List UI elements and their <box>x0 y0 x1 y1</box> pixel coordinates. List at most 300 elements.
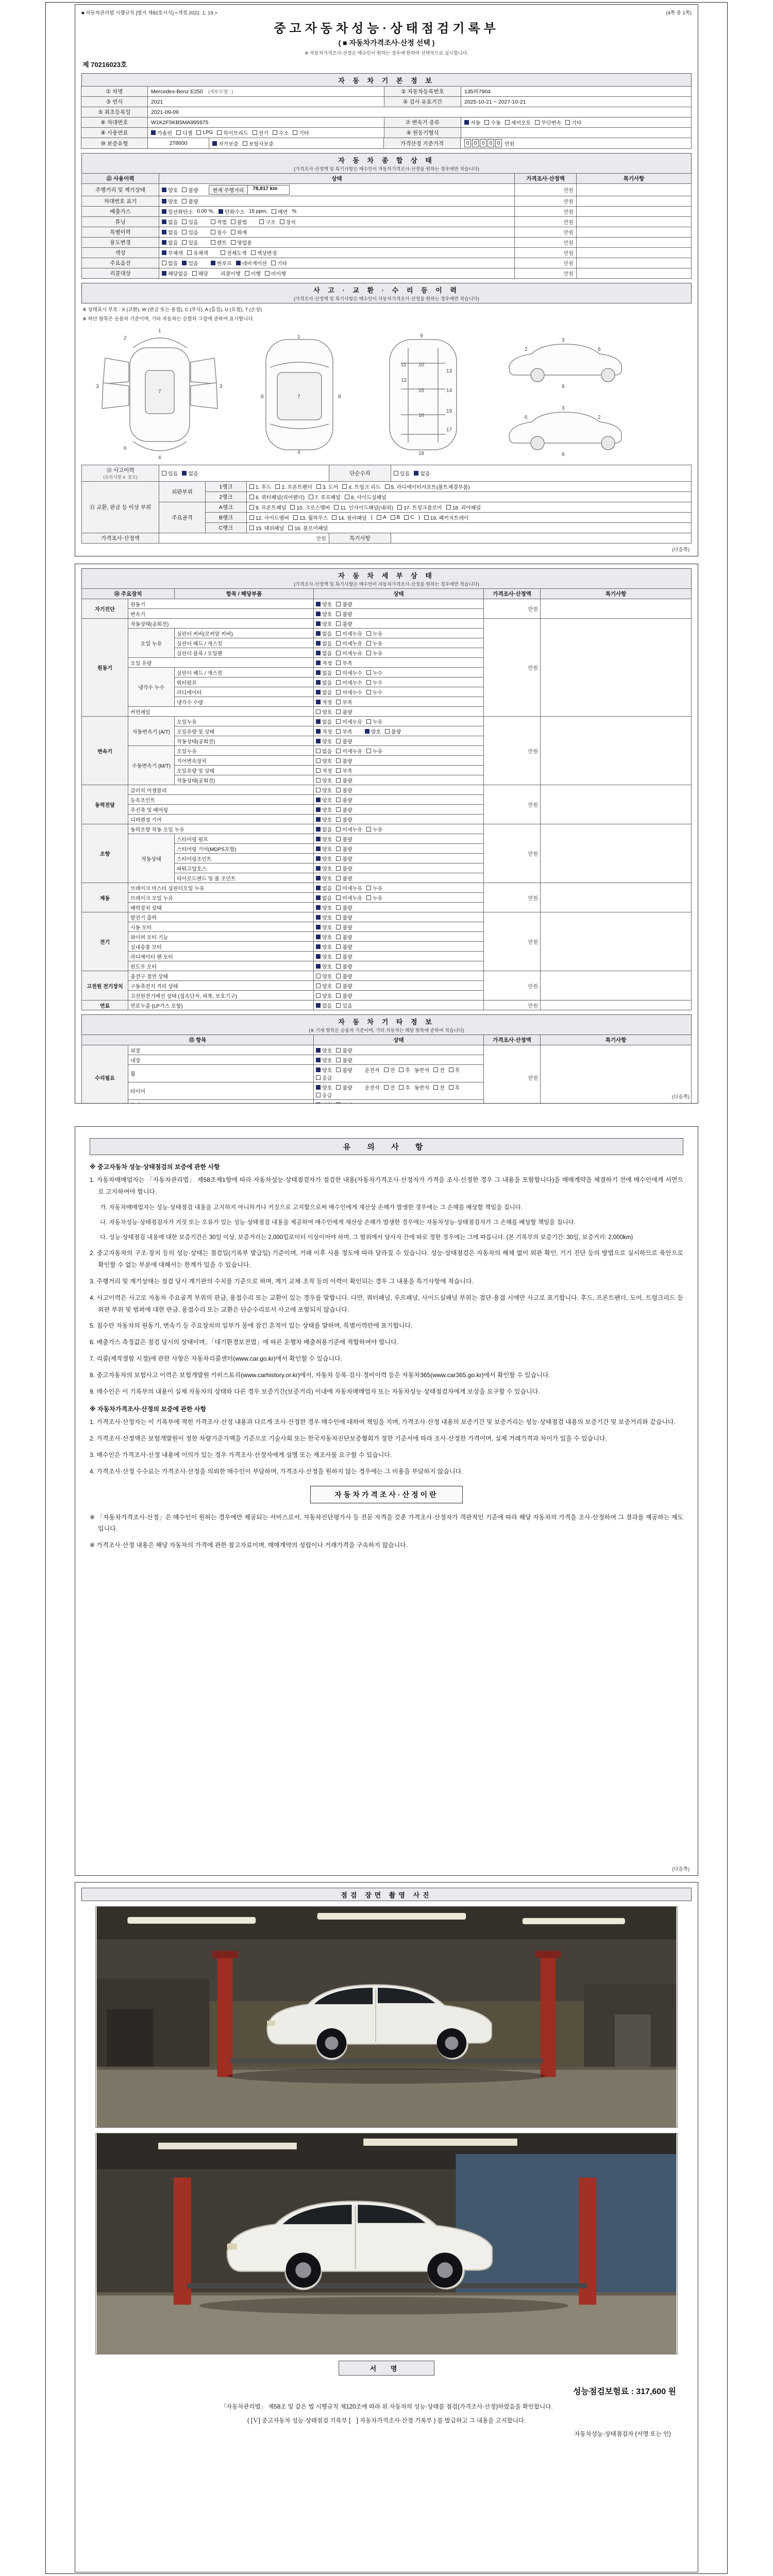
checkbox-label: 불량 <box>342 817 352 823</box>
checkbox-unchecked[interactable] <box>271 259 287 267</box>
state-cell <box>314 775 484 785</box>
checkbox-unchecked[interactable] <box>288 524 328 532</box>
checkbox-unchecked[interactable] <box>342 483 380 490</box>
checkbox-unchecked[interactable] <box>366 649 382 657</box>
checkbox-unchecked[interactable] <box>336 649 362 657</box>
checkbox-icon <box>316 925 321 929</box>
checkbox-label <box>322 1101 332 1104</box>
state-cell <box>314 1082 484 1100</box>
checkbox-unchecked[interactable] <box>336 1002 352 1009</box>
price-cell: 만원 <box>484 824 541 883</box>
checkbox-checked[interactable] <box>162 269 188 277</box>
checkbox-unchecked[interactable] <box>275 483 312 490</box>
checkbox-icon <box>449 1067 453 1072</box>
checkbox-unchecked[interactable] <box>336 600 352 608</box>
state-cell <box>314 668 484 677</box>
checkbox-unchecked[interactable] <box>249 524 284 532</box>
checkbox-unchecked[interactable] <box>336 620 352 628</box>
checkbox-unchecked[interactable] <box>345 493 386 501</box>
checkbox-checked[interactable] <box>316 923 332 931</box>
checkbox-checked[interactable] <box>316 1046 332 1054</box>
item-cell: 실린더 커버(로커암 커버) <box>175 629 314 638</box>
checkbox-unchecked[interactable] <box>336 796 352 804</box>
checkbox-unchecked[interactable] <box>182 228 198 236</box>
checkbox-checked[interactable] <box>316 894 332 902</box>
checkbox-icon <box>336 915 341 920</box>
checkbox-unchecked[interactable] <box>384 1083 395 1091</box>
checkbox-unchecked[interactable] <box>336 894 362 902</box>
checkbox-checked[interactable] <box>211 259 232 267</box>
col-note: 특기사항 <box>541 589 692 599</box>
checkbox-unchecked[interactable] <box>565 118 581 126</box>
checkbox-unchecked[interactable] <box>316 767 332 774</box>
checkbox-checked[interactable] <box>219 208 245 215</box>
checkbox-icon <box>464 120 469 125</box>
checkbox-unchecked[interactable] <box>399 1083 410 1091</box>
checkbox-unchecked[interactable] <box>196 130 213 135</box>
model-year-value: 2021 <box>147 96 384 107</box>
checkbox-checked[interactable] <box>162 197 178 205</box>
checkbox-unchecked[interactable] <box>336 865 352 872</box>
checkbox-checked[interactable] <box>316 639 332 647</box>
checkbox-unchecked[interactable] <box>336 688 362 696</box>
checkbox-checked[interactable] <box>316 845 332 853</box>
checkbox-unchecked[interactable] <box>182 186 198 194</box>
form-reference-row <box>81 9 692 16</box>
note-cell <box>577 196 692 207</box>
device-row <box>82 599 692 609</box>
detail-header <box>81 568 692 589</box>
checkbox-label: 유채색 <box>193 251 208 257</box>
checkbox-unchecked[interactable] <box>336 835 352 843</box>
item-cell: 오일누유 <box>175 717 314 726</box>
accident-history-options <box>159 465 329 482</box>
checkbox-unchecked[interactable] <box>192 269 208 277</box>
checkbox-checked[interactable] <box>414 469 430 477</box>
page-subtitle: ( ■ 자동차가격조사·산정 선택 ) <box>338 39 435 47</box>
checkbox-label: 탄화수소 <box>225 210 245 215</box>
checkbox-unchecked[interactable] <box>290 503 330 511</box>
checkbox-unchecked[interactable] <box>187 249 208 257</box>
checkbox-unchecked[interactable] <box>231 228 247 236</box>
state-cell <box>314 707 484 717</box>
checkbox-checked[interactable] <box>316 816 332 823</box>
checkbox-unchecked[interactable] <box>404 515 414 520</box>
checkbox-checked[interactable] <box>316 865 332 872</box>
checkbox-unchecked[interactable] <box>484 118 500 126</box>
checkbox-icon <box>316 944 321 949</box>
checkbox-unchecked[interactable] <box>336 679 362 686</box>
checkbox-unchecked[interactable] <box>336 1056 352 1064</box>
usage-item-label: 색상 <box>82 248 159 258</box>
checkbox-unchecked[interactable] <box>385 483 470 490</box>
insurance-fee: 성능점검보험료 : 317,600 원 <box>573 2387 676 2396</box>
item-cell: 변속기 <box>128 609 314 619</box>
checkbox-unchecked[interactable] <box>249 483 271 490</box>
checkbox-unchecked[interactable] <box>316 747 332 755</box>
checkbox-label: 수소 <box>278 131 289 137</box>
checkbox-checked[interactable] <box>316 962 332 970</box>
simple-repair-label: 단순수리 <box>329 465 391 482</box>
checkbox-unchecked[interactable] <box>336 698 352 706</box>
rank-label-cell: B랭크 <box>206 513 247 523</box>
checkbox-unchecked[interactable] <box>182 218 198 226</box>
section-basic-and-history <box>75 4 698 556</box>
checkbox-label: 1. 후드 <box>256 485 272 490</box>
checkbox-checked[interactable] <box>316 806 332 814</box>
checkbox-unchecked[interactable] <box>336 943 352 951</box>
checkbox-unchecked[interactable] <box>316 757 332 765</box>
checkbox-unchecked[interactable] <box>336 767 352 774</box>
checkbox-icon <box>365 729 369 734</box>
engine-type-label: ⑨ 원동기형식 <box>384 127 461 138</box>
checkbox-icon <box>336 935 341 939</box>
checkbox-checked[interactable] <box>316 610 332 618</box>
accident-price-cell: 만원 <box>159 533 329 544</box>
checkbox-checked[interactable] <box>316 953 332 960</box>
checkbox-unchecked[interactable] <box>336 1066 352 1074</box>
checkbox-unchecked[interactable] <box>249 493 305 501</box>
checkbox-unchecked[interactable] <box>535 118 561 126</box>
overall-header <box>81 153 692 174</box>
checkbox-unchecked[interactable] <box>366 669 382 676</box>
vehicle-name-label: ① 차명 <box>81 86 148 97</box>
checkbox-label: 불량 <box>342 944 352 951</box>
checkbox-unchecked[interactable] <box>336 757 352 765</box>
checkbox-checked[interactable] <box>316 698 332 706</box>
checkbox-icon <box>316 1085 321 1090</box>
checkbox-unchecked[interactable] <box>280 218 296 226</box>
checkbox-unchecked[interactable] <box>336 874 352 882</box>
checkbox-unchecked[interactable] <box>336 610 352 618</box>
checkbox-checked[interactable] <box>316 1056 332 1064</box>
checkbox-label: 적정 <box>322 768 332 774</box>
checkbox-label: 없음 <box>322 749 332 755</box>
checkbox-unchecked[interactable] <box>176 129 192 137</box>
checkbox-unchecked[interactable] <box>446 503 481 511</box>
checkbox-unchecked[interactable] <box>366 688 382 696</box>
checkbox-unchecked[interactable] <box>316 786 332 794</box>
checkbox-checked[interactable] <box>316 796 332 804</box>
checkbox-unchecked[interactable] <box>182 239 198 246</box>
checkbox-unchecked[interactable] <box>336 962 352 970</box>
checkbox-unchecked[interactable] <box>449 1083 460 1091</box>
checkbox-unchecked[interactable] <box>366 894 382 902</box>
checkbox-checked[interactable] <box>316 718 332 725</box>
checkbox-label: 양호 <box>322 993 332 999</box>
svg-text:17: 17 <box>446 427 452 433</box>
checkbox-unchecked[interactable] <box>336 747 362 755</box>
checkbox-checked[interactable] <box>316 727 332 735</box>
checkbox-checked[interactable] <box>316 904 332 911</box>
checkbox-label: 양호 <box>322 1085 332 1091</box>
checkbox-unchecked[interactable] <box>336 737 352 745</box>
svg-text:18: 18 <box>418 451 425 456</box>
checkbox-label: 적법 <box>216 220 227 226</box>
checkbox-unchecked[interactable] <box>336 953 352 960</box>
checkbox-unchecked[interactable] <box>249 503 286 511</box>
overall-title: 자 동 차 종 합 상 태 <box>338 157 435 164</box>
checkbox-unchecked[interactable] <box>221 249 247 257</box>
checkbox-checked[interactable] <box>162 239 178 246</box>
checkbox-unchecked[interactable] <box>336 825 362 833</box>
checkbox-unchecked[interactable] <box>293 129 309 137</box>
engine-type-value <box>461 127 692 138</box>
checkbox-unchecked[interactable] <box>162 259 178 267</box>
checkbox-unchecked[interactable] <box>211 218 227 226</box>
checkbox-label: 불량 <box>342 915 352 921</box>
vin-label: ⑥ 차대번호 <box>81 117 148 128</box>
checkbox-checked[interactable] <box>464 118 480 126</box>
checkbox-icon <box>316 856 321 861</box>
checkbox-icon <box>265 271 270 276</box>
checkbox-unchecked[interactable] <box>336 786 352 794</box>
checkbox-unchecked[interactable] <box>366 825 382 833</box>
checkbox-unchecked[interactable] <box>366 747 382 755</box>
sign-line-3: 자동차성능·상태점검자 (서명 또는 인) <box>574 2431 671 2438</box>
checkbox-checked[interactable] <box>162 228 178 236</box>
checkbox-unchecked[interactable] <box>336 806 352 814</box>
item-cell: 내장 <box>128 1055 314 1065</box>
checkbox-icon <box>424 515 429 520</box>
checkbox-unchecked[interactable] <box>211 239 227 246</box>
checkbox-unchecked[interactable] <box>336 972 352 980</box>
checkbox-unchecked[interactable] <box>391 515 400 520</box>
checkbox-label: 부족 <box>342 660 352 667</box>
usage-item-label: 리콜대상 <box>82 268 159 279</box>
checkbox-checked[interactable] <box>316 913 332 921</box>
detail-title: 자 동 차 세 부 상 태 <box>338 572 435 580</box>
checkbox-unchecked[interactable] <box>243 140 274 147</box>
checkbox-checked[interactable] <box>162 218 178 226</box>
checkbox-unchecked[interactable] <box>366 884 382 892</box>
checkbox-checked[interactable] <box>316 1002 332 1009</box>
checkbox-checked[interactable] <box>316 933 332 941</box>
checkbox-unchecked[interactable] <box>385 727 401 735</box>
document-body <box>75 4 698 2572</box>
checkbox-label: 없음 <box>188 471 198 477</box>
checkbox-unchecked[interactable] <box>366 679 382 686</box>
checkbox-checked[interactable] <box>365 727 381 735</box>
checkbox-icon <box>366 749 371 753</box>
checkbox-label: 전기 <box>258 131 268 137</box>
checkbox-unchecked[interactable] <box>336 816 352 823</box>
checkbox-icon <box>336 954 341 959</box>
checkbox-icon <box>316 1067 321 1072</box>
checkbox-label: 기타 <box>299 131 309 137</box>
page-marker: (4쪽 중 1쪽) <box>666 10 692 16</box>
checkbox-unchecked[interactable] <box>433 1083 445 1091</box>
checkbox-unchecked[interactable] <box>399 1066 410 1074</box>
checkbox-unchecked[interactable] <box>336 659 352 667</box>
checkbox-icon <box>535 120 540 125</box>
checkbox-checked[interactable] <box>162 249 183 257</box>
amount-digit: 0 <box>480 139 486 147</box>
checkbox-checked[interactable] <box>316 1083 332 1091</box>
checkbox-unchecked[interactable] <box>336 884 362 892</box>
notice-p: 7. 리콜(제작결함 시정)에 관한 사항은 자동차리콜센터(www.car.go.kr)에서 확인할 수 있습니다. <box>90 1354 343 1362</box>
checkbox-unchecked[interactable] <box>211 228 227 236</box>
checkbox-unchecked[interactable] <box>316 992 332 999</box>
checkbox-unchecked[interactable] <box>336 727 352 735</box>
checkbox-label: 자동 <box>470 121 481 126</box>
checkbox-icon <box>336 690 341 694</box>
checkbox-icon <box>336 651 341 655</box>
checkbox-unchecked[interactable] <box>316 1074 332 1081</box>
checkbox-unchecked[interactable] <box>377 515 386 520</box>
checkbox-icon <box>316 1093 321 1097</box>
checkbox-icon <box>336 700 341 704</box>
checkbox-checked[interactable] <box>182 259 198 267</box>
checkbox-unchecked[interactable] <box>273 129 289 137</box>
checkbox-label: 누유 <box>372 641 383 647</box>
checkbox-unchecked[interactable] <box>182 197 198 205</box>
checkbox-icon <box>231 240 236 245</box>
checkbox-checked[interactable] <box>236 259 267 267</box>
checkbox-unchecked[interactable] <box>336 933 352 941</box>
checkbox-unchecked[interactable] <box>253 129 268 137</box>
accident-price-row <box>82 533 692 544</box>
checkbox-unchecked[interactable] <box>336 718 362 725</box>
overall-state-table <box>81 173 692 279</box>
notice-h: 유 의 사 항 <box>90 1138 683 1155</box>
checkbox-checked[interactable] <box>316 659 332 667</box>
note-cell <box>541 1045 692 1104</box>
checkbox-checked[interactable] <box>316 943 332 951</box>
checkbox-checked[interactable] <box>316 688 332 696</box>
checkbox-unchecked[interactable] <box>309 493 341 501</box>
checkbox-unchecked[interactable] <box>316 972 332 980</box>
checkbox-checked[interactable] <box>316 874 332 882</box>
checkbox-unchecked[interactable] <box>433 1066 445 1074</box>
checkbox-unchecked[interactable] <box>336 708 352 716</box>
checkbox-checked[interactable] <box>316 825 332 833</box>
device-cell: 원동기 <box>82 619 128 717</box>
device-cell: 동력전달 <box>82 785 128 824</box>
checkbox-unchecked[interactable] <box>249 514 289 521</box>
checkbox-unchecked[interactable] <box>265 269 286 277</box>
checkbox-unchecked[interactable] <box>366 639 382 647</box>
checkbox-unchecked[interactable] <box>245 269 261 277</box>
checkbox-checked[interactable] <box>316 669 332 676</box>
checkbox-unchecked[interactable] <box>366 630 382 637</box>
svg-text:4: 4 <box>158 455 161 461</box>
checkbox-label: 양호 <box>322 798 332 804</box>
checkbox-unchecked[interactable] <box>231 218 247 226</box>
checkbox-checked[interactable] <box>316 1066 332 1074</box>
checkbox-unchecked[interactable] <box>336 1046 352 1054</box>
checkbox-unchecked[interactable] <box>336 923 352 931</box>
checkbox-unchecked[interactable] <box>505 118 531 126</box>
checkbox-unchecked[interactable] <box>384 1066 395 1074</box>
checkbox-checked[interactable] <box>182 469 198 477</box>
item-cell: 파워고압호스 <box>175 863 314 873</box>
checkbox-checked[interactable] <box>162 208 193 215</box>
photos-title: 점검 장면 촬영 사진 <box>341 1891 432 1899</box>
checkbox-checked[interactable] <box>162 186 178 194</box>
note-cell <box>541 717 692 785</box>
checkbox-unchecked[interactable] <box>316 1091 332 1099</box>
checkbox-unchecked[interactable] <box>332 514 366 521</box>
checkbox-unchecked[interactable] <box>316 776 332 784</box>
checkbox-unchecked[interactable] <box>336 904 352 911</box>
checkbox-icon <box>272 209 276 214</box>
checkbox-checked[interactable] <box>316 835 332 843</box>
checkbox-label: 불량 <box>342 621 352 628</box>
item-cell: 실린더 헤드 / 개스킷 <box>175 668 314 677</box>
checkbox-checked[interactable] <box>212 140 239 147</box>
checkbox-checked[interactable] <box>316 737 332 745</box>
checkbox-unchecked[interactable] <box>336 845 352 853</box>
checkbox-unchecked[interactable] <box>366 718 382 725</box>
checkbox-unchecked[interactable] <box>336 992 352 999</box>
usage-state-cell <box>159 248 515 258</box>
checkbox-checked[interactable] <box>151 129 172 137</box>
checkbox-unchecked[interactable] <box>336 913 352 921</box>
checkbox-icon <box>316 993 321 998</box>
checkbox-checked[interactable] <box>316 600 332 608</box>
note-cell <box>577 184 692 196</box>
device-cell: 수리필요 <box>82 1045 128 1104</box>
checkbox-icon <box>221 250 225 255</box>
checkbox-icon <box>336 925 341 929</box>
checkbox-label: 있음 <box>188 241 198 246</box>
note-cell <box>541 824 692 883</box>
state-cell <box>314 912 484 922</box>
checkbox-unchecked[interactable] <box>336 855 352 862</box>
checkbox-unchecked[interactable] <box>336 1101 352 1104</box>
checkbox-unchecked[interactable] <box>231 239 252 246</box>
checkbox-icon <box>336 876 341 880</box>
checkbox-unchecked[interactable] <box>336 630 362 637</box>
checkbox-unchecked[interactable] <box>316 708 332 716</box>
usage-state-cell <box>159 217 515 227</box>
checkbox-unchecked[interactable] <box>316 483 338 490</box>
checkbox-unchecked[interactable] <box>316 982 332 990</box>
vehicle-name-value <box>147 86 384 97</box>
checkbox-label: 없음 <box>322 895 332 902</box>
checkbox-unchecked[interactable] <box>251 249 277 257</box>
checkbox-unchecked[interactable] <box>397 503 442 511</box>
usage-history-row <box>82 196 692 207</box>
checkbox-unchecked[interactable] <box>336 1083 352 1091</box>
checkbox-unchecked[interactable] <box>449 1066 460 1074</box>
checkbox-label: 없음 <box>168 230 178 236</box>
checkbox-unchecked[interactable] <box>162 469 178 477</box>
checkbox-unchecked[interactable] <box>336 669 362 676</box>
checkbox-unchecked[interactable] <box>334 503 393 511</box>
checkbox-unchecked[interactable] <box>272 208 288 215</box>
checkbox-checked[interactable] <box>316 884 332 892</box>
checkbox-unchecked[interactable] <box>259 218 275 226</box>
checkbox-checked[interactable] <box>316 620 332 628</box>
checkbox-unchecked[interactable] <box>336 639 362 647</box>
checkbox-label: 없음 <box>168 220 178 226</box>
checkbox-unchecked[interactable] <box>336 776 352 784</box>
checkbox-unchecked[interactable] <box>217 129 248 137</box>
checkbox-unchecked[interactable] <box>293 514 328 521</box>
checkbox-unchecked[interactable] <box>424 514 469 521</box>
checkbox-checked[interactable] <box>316 679 332 686</box>
checkbox-unchecked[interactable] <box>394 469 410 477</box>
checkbox-unchecked[interactable] <box>336 982 352 990</box>
checkbox-checked[interactable] <box>316 1101 332 1104</box>
checkbox-label: 자가보증 <box>219 141 239 147</box>
checkbox-checked[interactable] <box>316 855 332 862</box>
overall-note: (가격조사·산정액 및 특기사항은 매수인이 자동차가격조사·산정을 원하는 경우에만 적습니다) <box>294 166 479 172</box>
checkbox-checked[interactable] <box>316 649 332 657</box>
checkbox-checked[interactable] <box>316 630 332 637</box>
